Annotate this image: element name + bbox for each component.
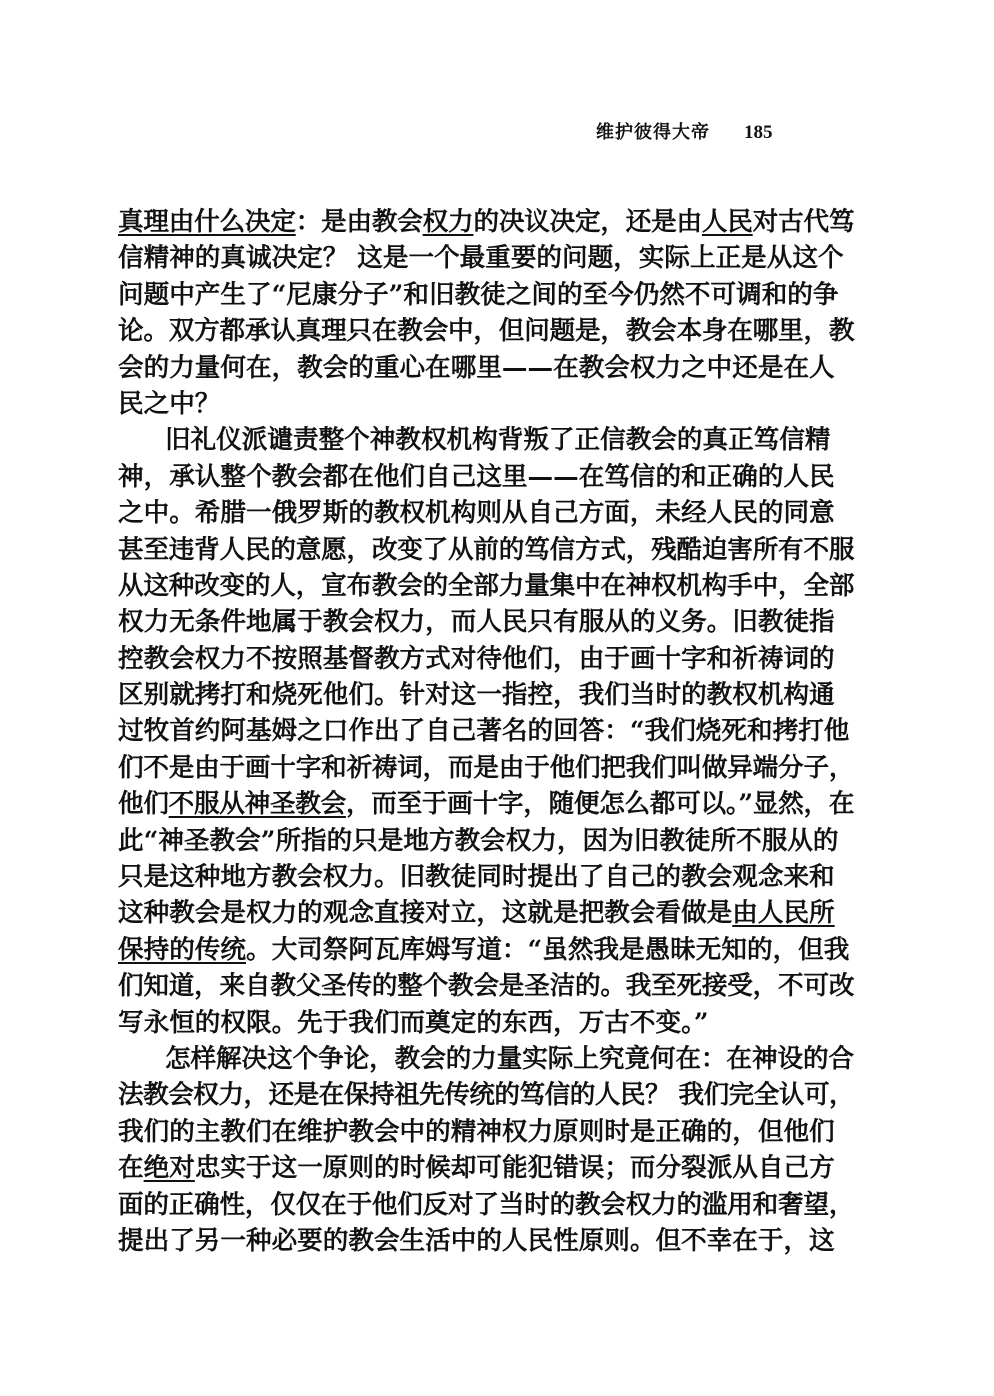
text-line xyxy=(118,968,854,1004)
text-line xyxy=(118,895,854,931)
text-segment: 面的正确性，仅仅在于他们反对了当时的教会权力的滥用和奢望， xyxy=(118,1189,855,1220)
text-segment: 写永恒的权限。先于我们而奠定的东西，万古不变。” xyxy=(118,1007,709,1038)
text-segment: 。大司祭阿瓦库姆写道：“虽然我是愚昧无知的，但我 xyxy=(245,934,850,965)
text-segment: 过牧首约阿基姆之口作出了自己著名的回答：“我们烧死和拷打他 xyxy=(118,716,850,747)
text-segment: 控教会权力不按照基督教方式对待他们，由于画十字和祈祷词的 xyxy=(118,643,835,674)
running-title: 维护彼得大帝 xyxy=(596,122,710,143)
text-segment: 法教会权力，还是在保持祖先传统的笃信的人民？ 我们完全认可， xyxy=(118,1080,855,1111)
text-segment: ，而至于画十字，随便怎么都可以。”显然，在 xyxy=(345,789,855,820)
text-segment: 在 xyxy=(118,1153,144,1184)
text-line xyxy=(118,1005,854,1041)
text-line xyxy=(118,422,854,458)
text-line xyxy=(118,568,854,604)
text-segment: 问题中产生了“尼康分子”和旧教徒之间的至今仍然不可调和的争 xyxy=(118,279,839,310)
text-segment: 只是这种地方教会权力。旧教徒同时提出了自己的教会观念来和 xyxy=(118,862,835,893)
text-line xyxy=(118,386,854,422)
text-line xyxy=(118,1150,854,1186)
text-segment: 他们 xyxy=(118,789,169,820)
text-segment: 论。双方都承认真理只在教会中，但问题是，教会本身在哪里，教 xyxy=(118,316,855,347)
text-line xyxy=(118,1223,854,1259)
text-line xyxy=(118,350,854,386)
text-segment: 会的力量何在，教会的重心在哪里——在教会权力之中还是在人 xyxy=(118,352,835,383)
text-line xyxy=(118,459,854,495)
text-segment: ：是由教会 xyxy=(295,207,423,237)
text-segment: 忠实于这一原则的时候却可能犯错误；而分裂派从自己方 xyxy=(194,1153,835,1184)
running-header xyxy=(596,118,846,146)
body-text xyxy=(118,204,854,1259)
text-segment: 们不是由于画十字和祈祷词，而是由于他们把我们叫做异端分子， xyxy=(118,752,855,783)
page-number: 185 xyxy=(744,122,773,143)
text-line xyxy=(118,786,854,822)
underlined-phrase: 由人民所 xyxy=(732,898,835,929)
text-line xyxy=(118,1187,854,1223)
underlined-phrase: 保持的传统 xyxy=(118,934,246,965)
text-line xyxy=(118,932,854,968)
text-segment: 权力无条件地属于教会权力，而人民只有服从的义务。旧教徒指 xyxy=(118,607,835,638)
text-line xyxy=(118,277,854,313)
text-segment: 甚至违背人民的意愿，改变了从前的笃信方式，残酷迫害所有不服 xyxy=(118,534,855,565)
underlined-phrase: 人民 xyxy=(701,207,753,237)
text-segment: 旧礼仪派谴责整个神教权机构背叛了正信教会的真正笃信精 xyxy=(165,425,831,456)
text-segment: 之中。希腊一俄罗斯的教权机构则从自己方面，未经人民的同意 xyxy=(118,498,835,529)
text-line xyxy=(118,1041,854,1077)
text-line xyxy=(118,604,854,640)
text-segment: 们知道，来自教父圣传的整个教会是圣洁的。我至死接受，不可改 xyxy=(118,971,855,1002)
text-segment: 提出了另一种必要的教会生活中的人民性原则。但不幸在于，这 xyxy=(118,1225,835,1256)
text-line xyxy=(118,204,854,240)
text-line xyxy=(118,532,854,568)
text-segment: 信精神的真诚决定？ 这是一个最重要的问题，实际上正是从这个 xyxy=(118,243,844,274)
text-segment: 对古代笃 xyxy=(752,207,855,237)
text-line xyxy=(118,641,854,677)
text-line xyxy=(118,859,854,895)
text-segment: 我们的主教们在维护教会中的精神权力原则时是正确的，但他们 xyxy=(118,1116,835,1147)
underlined-phrase: 绝对 xyxy=(143,1153,195,1184)
underlined-phrase: 真理由什么决定 xyxy=(118,207,296,237)
text-line xyxy=(118,677,854,713)
text-segment: 从这种改变的人，宣布教会的全部力量集中在神权机构手中，全部 xyxy=(118,570,855,601)
text-line xyxy=(118,750,854,786)
text-line xyxy=(118,240,854,276)
text-line xyxy=(118,823,854,859)
underlined-phrase: 不服从神圣教会 xyxy=(168,789,346,820)
text-segment: 此“神圣教会”所指的只是地方教会权力，因为旧教徒所不服从的 xyxy=(118,825,839,856)
text-segment: 这种教会是权力的观念直接对立，这就是把教会看做是 xyxy=(118,898,733,929)
text-line xyxy=(118,1114,854,1150)
text-line xyxy=(118,1077,854,1113)
text-line xyxy=(118,713,854,749)
text-segment: 区别就拷打和烧死他们。针对这一指控，我们当时的教权机构通 xyxy=(118,680,835,711)
underlined-phrase: 权力 xyxy=(422,207,474,237)
text-segment: 神，承认整个教会都在他们自己这里——在笃信的和正确的人民 xyxy=(118,461,835,492)
text-segment: 怎样解决这个争论，教会的力量实际上究竟何在：在神设的合 xyxy=(165,1043,855,1074)
text-line xyxy=(118,313,854,349)
text-segment: 民之中？ xyxy=(118,388,221,419)
text-line xyxy=(118,495,854,531)
text-segment: 的决议决定，还是由 xyxy=(473,207,702,237)
